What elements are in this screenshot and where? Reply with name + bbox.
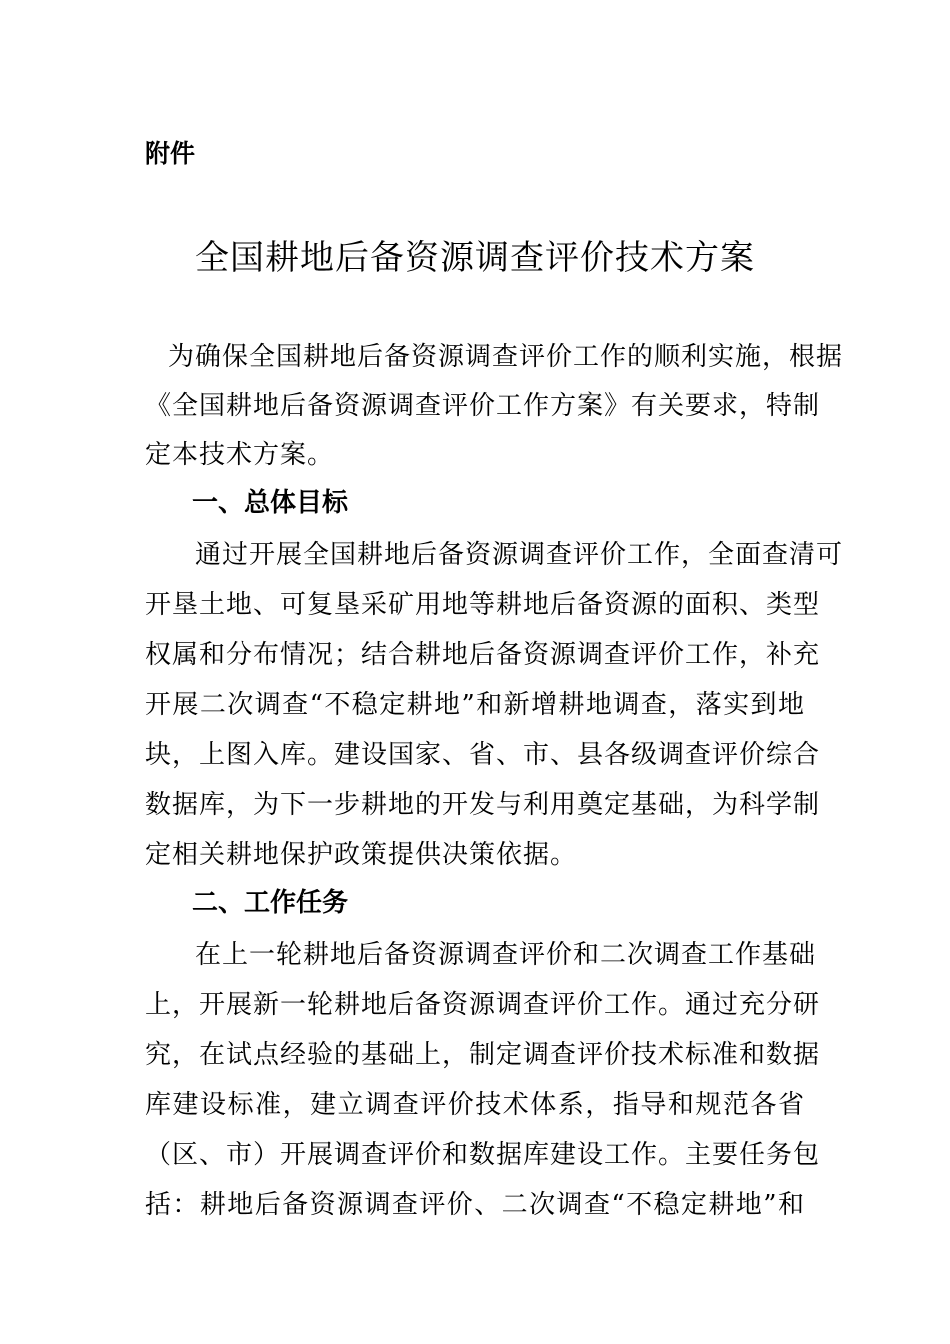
goals-line-2: 开垦土地、可复垦采矿用地等耕地后备资源的面积、类型 (145, 590, 821, 620)
goals-line-4: 开展二次调查“不稳定耕地”和新增耕地调查，落实到地 (145, 690, 805, 720)
goals-line-6: 数据库，为下一步耕地的开发与利用奠定基础，为科学制 (145, 790, 821, 820)
section-heading-goals: 一、总体目标 (192, 488, 349, 518)
intro-line-1: 为确保全国耕地后备资源调查评价工作的顺利实施，根据 (168, 342, 844, 372)
tasks-line-3: 究，在试点经验的基础上，制定调查评价技术标准和数据 (145, 1040, 821, 1070)
attachment-label: 附件 (145, 139, 196, 168)
tasks-line-1: 在上一轮耕地后备资源调查评价和二次调查工作基础 (195, 940, 817, 970)
tasks-line-4: 库建设标准，建立调查评价技术体系，指导和规范各省 (145, 1090, 805, 1120)
goals-line-5: 块，上图入库。建设国家、省、市、县各级调查评价综合 (145, 740, 821, 770)
goals-line-1: 通过开展全国耕地后备资源调查评价工作，全面查清可 (195, 540, 844, 570)
tasks-line-5: （区、市）开展调查评价和数据库建设工作。主要任务包 (145, 1140, 821, 1170)
intro-line-3: 定本技术方案。 (145, 440, 335, 470)
document-title: 全国耕地后备资源调查评价技术方案 (195, 238, 755, 278)
intro-line-2: 《全国耕地后备资源调查评价工作方案》有关要求，特制 (145, 391, 821, 421)
section-heading-tasks: 二、工作任务 (192, 888, 349, 918)
goals-line-3: 权属和分布情况；结合耕地后备资源调查评价工作，补充 (145, 640, 821, 670)
tasks-line-6: 括：耕地后备资源调查评价、二次调查“不稳定耕地”和 (145, 1190, 805, 1220)
goals-line-7: 定相关耕地保护政策提供决策依据。 (145, 840, 578, 870)
tasks-line-2: 上，开展新一轮耕地后备资源调查评价工作。通过充分研 (145, 990, 821, 1020)
